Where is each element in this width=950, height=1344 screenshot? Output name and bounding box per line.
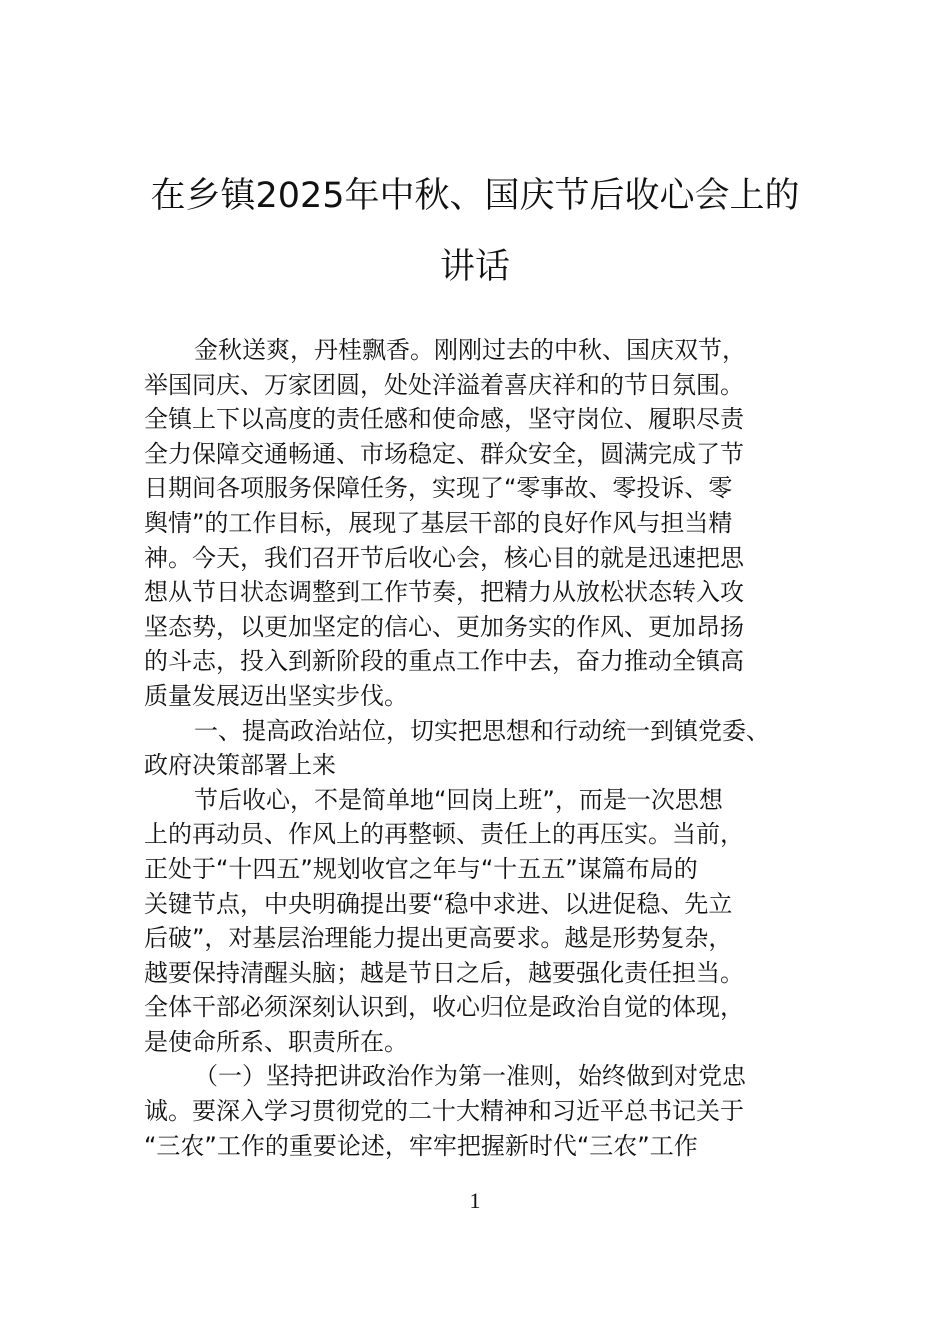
text-line: 节后收心，不是简单地“回岗上班”，而是一次思想 [194, 785, 723, 814]
text-line: 想从节日状态调整到工作节奏，把精力从放松状态转入攻 [144, 578, 744, 607]
document-title-line-2: 讲话 [439, 247, 510, 287]
document-body [144, 333, 808, 1163]
text-line: 政府决策部署上来 [144, 751, 336, 780]
text-line: 质量发展迈出坚实步伐。 [144, 681, 408, 710]
text-line: 是使命所系、职责所在。 [144, 1027, 408, 1056]
text-line: 越要保持清醒头脑；越是节日之后，越要强化责任担当。 [144, 958, 744, 987]
text-line: 一、提高政治站位，切实把思想和行动统一到镇党委、 [194, 716, 770, 745]
text-line: 金秋送爽，丹桂飘香。刚刚过去的中秋、国庆双节， [194, 336, 746, 364]
text-line: 坚态势，以更加坚定的信心、更加务实的作风、更加昂扬 [144, 612, 744, 641]
text-line: “三农”工作的重要论述，牢牢把握新时代“三农”工作 [144, 1131, 698, 1160]
text-line: 诚。要深入学习贯彻党的二十大精神和习近平总书记关于 [144, 1097, 744, 1126]
text-line: 全体干部必须深刻认识到，收心归位是政治自觉的体现， [144, 993, 744, 1022]
text-line: 正处于“十四五”规划收官之年与“十五五”谋篇布局的 [144, 854, 698, 883]
text-line: 举国同庆、万家团圆，处处洋溢着喜庆祥和的节日氛围。 [144, 370, 744, 399]
text-line: 关键节点，中央明确提出要“稳中求进、以进促稳、先立 [144, 889, 733, 918]
text-line: 全力保障交通畅通、市场稳定、群众安全，圆满完成了节 [144, 439, 744, 468]
text-line: 神。今天，我们召开节后收心会，核心目的就是迅速把思 [144, 543, 744, 572]
page-number: 1 [469, 1188, 481, 1213]
text-line: 上的再动员、作风上的再整顿、责任上的再压实。当前， [144, 820, 744, 849]
text-line: 后破”，对基层治理能力提出更高要求。越是形势复杂， [144, 924, 733, 953]
text-line: 全镇上下以高度的责任感和使命感，坚守岗位、履职尽责 [144, 405, 744, 434]
document-title-line-1: 在乡镇2025年中秋、国庆节后收心会上的 [150, 176, 800, 216]
text-line: 日期间各项服务保障任务，实现了“零事故、零投诉、零 [144, 474, 733, 503]
text-line: 的斗志，投入到新阶段的重点工作中去，奋力推动全镇高 [144, 647, 744, 676]
text-line: 舆情”的工作目标，展现了基层干部的良好作风与担当精 [144, 508, 733, 537]
text-line: （一）坚持把讲政治作为第一准则，始终做到对党忠 [194, 1062, 746, 1091]
